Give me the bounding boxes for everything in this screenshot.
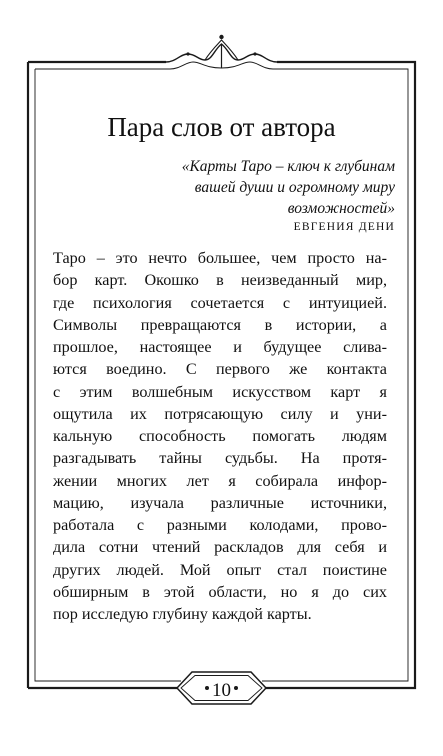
body-line: жении многих лет я собирала инфор-	[53, 471, 387, 490]
body-line: мацию, изучала различные источники,	[53, 493, 387, 512]
body-line: ощутила их потрясающую силу и уни-	[53, 404, 387, 423]
body-line: ются воедино. С первого же контакта	[53, 360, 387, 379]
body-line: пор исследую глубину каждой карты.	[53, 605, 312, 623]
body-text	[53, 247, 387, 625]
body-line: работала с разными колодами, прово-	[53, 516, 387, 534]
body-line: бор карт. Окошко в неизведанный мир,	[53, 271, 387, 290]
body-line: Символы превращаются в истории, а	[53, 315, 387, 334]
body-line: прошлое, настоящее и будущее слива-	[53, 338, 387, 356]
body-line: кальную способность помогать людям	[53, 427, 387, 445]
body-line: разгадывать тайны судьбы. На протя-	[53, 449, 387, 468]
body-line: где психология сочетается с интуицией.	[53, 293, 387, 312]
epigraph-author: ЕВГЕНИЯ ДЕНИ	[293, 221, 395, 233]
body-line: других людей. Мой опыт стал поистине	[53, 560, 387, 579]
epigraph	[95, 156, 395, 219]
page-title: Пара слов от автора	[107, 112, 336, 142]
body-line: обширным в этой области, но я до сих	[53, 582, 387, 601]
body-line: дила сотни чтений раскладов для себя и	[53, 538, 387, 557]
epigraph-line: вашей души и огромному миру	[194, 179, 395, 196]
epigraph-line: возможностей»	[287, 200, 395, 217]
page-number: 10	[212, 680, 231, 701]
body-line: с этим волшебным искусством карт я	[53, 382, 387, 401]
body-line: Таро – это нечто большее, чем просто на-	[53, 249, 387, 267]
epigraph-line: «Карты Таро – ключ к глубинам	[181, 158, 395, 175]
